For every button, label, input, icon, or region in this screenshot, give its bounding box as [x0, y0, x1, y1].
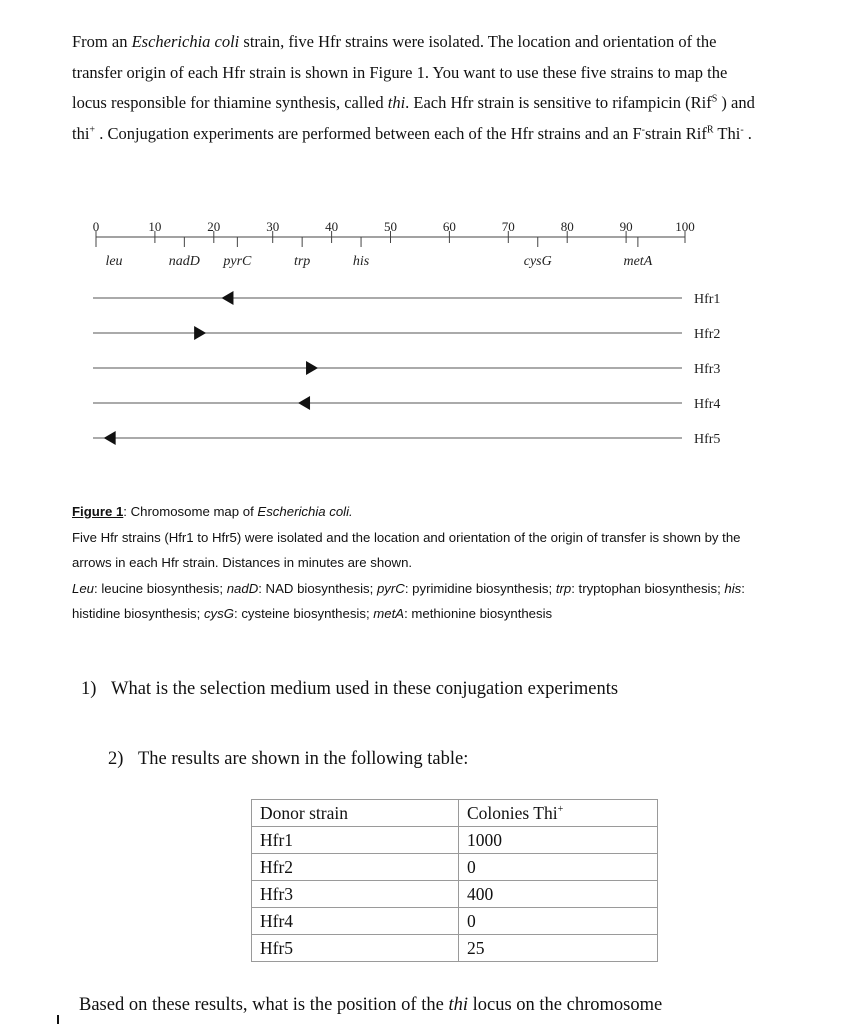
abbr-desc: : tryptophan biosynthesis; — [571, 580, 725, 596]
hfr-strains — [93, 291, 720, 447]
table-row — [252, 854, 658, 881]
figure-caption — [72, 499, 772, 627]
intro-paragraph — [72, 27, 762, 149]
gene-label: nadD — [168, 254, 200, 269]
abbr-desc: : leucine biosynthesis; — [94, 580, 227, 596]
table-row — [252, 881, 658, 908]
abbr-gene: cysG — [203, 606, 234, 622]
header-colonies: Colonies Thi+ — [459, 800, 658, 827]
tick-label: 40 — [325, 219, 339, 234]
table-row — [252, 827, 658, 854]
gene-label: metA — [623, 254, 653, 269]
hfr-label: Hfr5 — [694, 432, 721, 447]
caption-description: Five Hfr strains (Hfr1 to Hfr5) were isolated and the location and orientation of the origin of transfer is shown by the arrows in each Hfr strain. Distances in minutes are shown. — [72, 529, 741, 571]
abbr-desc: : NAD biosynthesis; — [258, 580, 377, 596]
abbr-gene: his — [724, 580, 742, 596]
tick-label: 30 — [266, 219, 280, 234]
cell-donor-strain: Hfr5 — [252, 935, 459, 962]
abbr-desc: : pyrimidine biosynthesis; — [404, 580, 556, 596]
table-row — [252, 935, 658, 962]
abbr-desc: : methionine biosynthesis — [404, 606, 553, 622]
cell-colonies: 0 — [459, 854, 658, 881]
tick-label: 0 — [92, 219, 100, 234]
cell-donor-strain: Hfr3 — [252, 881, 459, 908]
question-1 — [81, 679, 618, 700]
abbr-gene: Leu — [72, 580, 95, 596]
question-2-text: The results are shown in the following table: — [138, 749, 469, 769]
chromosome-map — [0, 205, 859, 455]
cell-colonies: 25 — [459, 935, 658, 962]
tick-label: 20 — [207, 219, 221, 234]
results-table — [251, 799, 658, 962]
caption-abbreviations — [72, 576, 772, 627]
figure-label: Figure 1 — [72, 504, 124, 519]
gene-label: leu — [105, 254, 123, 269]
gene-labels — [96, 237, 653, 269]
question-1-text: What is the selection medium used in these conjugation experiments — [111, 679, 619, 699]
abbr-gene: trp — [555, 580, 572, 596]
hfr-label: Hfr3 — [694, 362, 721, 377]
final-question: Based on these results, what is the position of the thi locus on the chromosome — [79, 995, 663, 1015]
gene-label: cysG — [523, 254, 552, 269]
gene-label: his — [352, 254, 370, 269]
abbr-gene: nadD — [226, 580, 259, 596]
map-axis — [93, 219, 695, 243]
final-locus: thi — [448, 995, 468, 1015]
tick-label: 90 — [619, 219, 633, 234]
header-donor-strain: Donor strain — [252, 800, 459, 827]
origin-arrow-icon — [298, 396, 310, 410]
table-row — [252, 908, 658, 935]
caption-title: Figure 1: Chromosome map of Escherichia coli. — [72, 504, 353, 519]
tick-label: 80 — [560, 219, 574, 234]
cell-colonies: 0 — [459, 908, 658, 935]
origin-arrow-icon — [104, 431, 116, 445]
abbr-desc: : cysteine biosynthesis; — [234, 606, 374, 622]
locus-name: thi — [387, 93, 406, 112]
table-header-row — [252, 800, 658, 827]
cell-donor-strain: Hfr1 — [252, 827, 459, 854]
question-2 — [108, 749, 468, 770]
cell-colonies: 400 — [459, 881, 658, 908]
tick-label: 70 — [501, 219, 515, 234]
tick-label: 100 — [675, 219, 695, 234]
intro-text: From an Escherichia coli strain, five Hfr strains were isolated. The location and orientation of the transfer origin of each Hfr strain is shown in Figure 1. You want to use these five strains to map the locus responsible for thiamine synthesis, called thi. Each Hfr strain is sensitive to rifampicin (Rif$^S$ ) and thi+ . Conjugation experiments are performed between each of the Hfr strains and an F-strain Rif$^R$ Thi- . — [72, 32, 755, 143]
hfr-label: Hfr4 — [694, 397, 721, 412]
text-cursor — [57, 1015, 59, 1024]
cell-donor-strain: Hfr4 — [252, 908, 459, 935]
organism-name: Escherichia coli — [131, 32, 240, 51]
hfr-label: Hfr2 — [694, 327, 721, 342]
abbr-desc: : histidine biosynthesis; — [72, 580, 745, 622]
tick-label: 60 — [442, 219, 456, 234]
origin-arrow-icon — [306, 361, 318, 375]
origin-arrow-icon — [194, 326, 206, 340]
abbr-gene: metA — [373, 606, 405, 622]
tick-label: 10 — [148, 219, 162, 234]
origin-arrow-icon — [221, 291, 233, 305]
abbr-gene: pyrC — [376, 580, 405, 596]
cell-colonies: 1000 — [459, 827, 658, 854]
question-2-number: 2) — [108, 749, 124, 769]
cell-donor-strain: Hfr2 — [252, 854, 459, 881]
gene-label: trp — [293, 254, 311, 269]
question-1-number: 1) — [81, 679, 97, 699]
hfr-label: Hfr1 — [694, 292, 721, 307]
tick-label: 50 — [384, 219, 397, 234]
gene-label: pyrC — [223, 254, 252, 269]
